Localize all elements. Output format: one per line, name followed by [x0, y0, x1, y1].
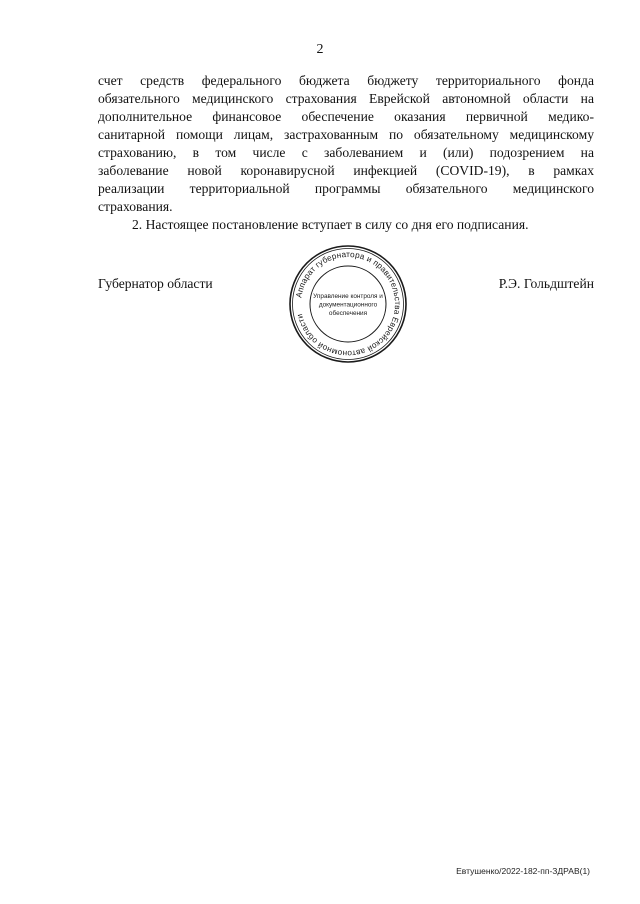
- paragraph-1-line: обязательного медицинского страхования Еврейской автономной области на: [98, 91, 594, 106]
- page-number: 2: [316, 42, 324, 57]
- signer-position: Губернатор области: [98, 276, 213, 291]
- document-body: [98, 72, 594, 234]
- paragraph-1-line: страхования.: [98, 199, 173, 214]
- stamp-center-line: обеспечения: [328, 310, 368, 317]
- paragraph-2: 2. Настоящее постановление вступает в силу со дня его подписания.: [132, 217, 529, 232]
- paragraph-1-line: счет средств федерального бюджета бюджету территориального фонда: [98, 73, 594, 88]
- stamp-center-line: документационного: [318, 301, 378, 309]
- stamp-ring-text: Аппарат губернатора и правительства Еврейской автономной области: [294, 249, 403, 359]
- paragraph-1-line: дополнительное финансовое обеспечение оказания первичной медико-: [98, 109, 594, 124]
- paragraph-1-line: заболевание новой коронавирусной инфекцией (COVID-19), в рамках: [98, 163, 594, 178]
- stamp-center-line: Управление контроля и: [313, 293, 383, 300]
- paragraph-1-line: санитарной помощи лицам, застрахованным по обязательному медицинскому: [98, 127, 594, 142]
- paragraph-1: [98, 72, 594, 216]
- stamp-seal-icon: [287, 243, 409, 365]
- signer-name: Р.Э. Гольдштейн: [498, 276, 594, 291]
- official-stamp: [287, 243, 409, 365]
- paragraph-1-line: страхованию, в том числе с заболеванием и (или) подозрением на: [98, 145, 594, 160]
- document-reference: Евтушенко/2022-182-пп-ЗДРАВ(1): [456, 866, 590, 876]
- paragraph-1-line: реализации территориальной программы обязательного медицинского: [98, 181, 594, 196]
